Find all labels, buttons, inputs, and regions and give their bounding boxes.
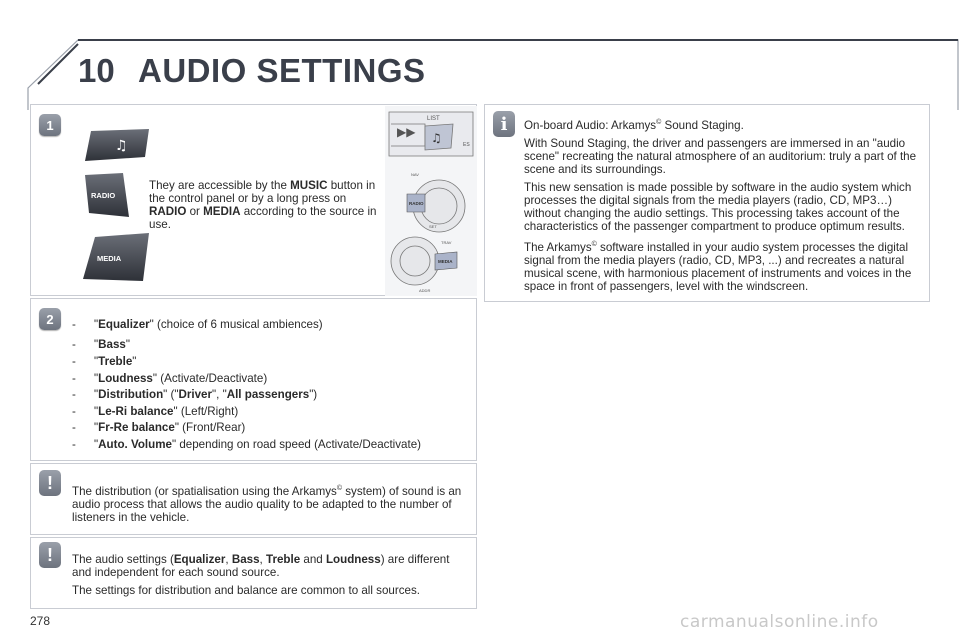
- warning-icon: !: [39, 542, 61, 568]
- step-badge-2: 2: [39, 308, 61, 330]
- info-icon: i: [493, 111, 515, 137]
- media-button-label: MEDIA: [97, 254, 122, 263]
- svg-text:NAV: NAV: [411, 172, 419, 177]
- list-item: - "Distribution" ("Driver", "All passengers"): [72, 388, 318, 401]
- svg-text:ES: ES: [463, 142, 470, 148]
- page-title: AUDIO SETTINGS: [138, 52, 426, 89]
- music-button-icon: [83, 127, 153, 163]
- info-box: [484, 104, 930, 302]
- media-button-icon: [81, 231, 153, 283]
- control-panel-illustration: [385, 106, 477, 296]
- radio-button-icon: [81, 171, 135, 221]
- warning1-text: The distribution (or spatialisation using the Arkamys© system) of sound is an audio process that allows the audio quality to be adapted to the number of listeners in the vehicle.: [72, 484, 462, 524]
- warning2-text: The audio settings (Equalizer, Bass, Treble and Loudness) are different and independent for each sound source. The settings for distribution and balance are common to all sources.: [72, 553, 450, 597]
- svg-text:♫: ♫: [431, 131, 442, 145]
- svg-text:RADIO: RADIO: [409, 201, 424, 206]
- svg-text:SET: SET: [429, 224, 437, 229]
- list-item: - "Equalizer" (choice of 6 musical ambiences): [72, 318, 323, 331]
- svg-text:ADDR: ADDR: [419, 288, 431, 293]
- svg-text:TRAV: TRAV: [441, 240, 452, 245]
- list-item: - "Le-Ri balance" (Left/Right): [72, 405, 239, 418]
- watermark: carmanualsonline.info: [680, 612, 879, 632]
- warning-box-2: [30, 537, 477, 609]
- list-item: - "Treble": [72, 355, 137, 368]
- step1-box: [30, 104, 477, 296]
- music-button-label: ♫: [115, 138, 128, 154]
- list-item: - "Loudness" (Activate/Deactivate): [72, 372, 268, 385]
- list-item: - "Bass": [72, 338, 130, 351]
- step1-text: They are accessible by the MUSIC button in the control panel or by a long press on RADIO or MEDIA according to the source in use.: [149, 179, 377, 231]
- page-number: 278: [30, 614, 51, 628]
- step-badge-1: 1: [39, 114, 61, 136]
- chapter-number: 10: [78, 52, 115, 89]
- warning-box-1: [30, 463, 477, 535]
- svg-text:▶▶: ▶▶: [397, 125, 416, 139]
- list-item: - "Fr-Re balance" (Front/Rear): [72, 421, 246, 434]
- list-item: - "Auto. Volume" depending on road speed (Activate/Deactivate): [72, 438, 422, 451]
- radio-button-label: RADIO: [91, 191, 116, 200]
- svg-text:MEDIA: MEDIA: [438, 259, 453, 264]
- warning-icon: !: [39, 470, 61, 496]
- info-text: On-board Audio: Arkamys© Sound Staging. With Sound Staging, the driver and passengers are immersed in an "audio scene" recreating the natural atmosphere of an auditorium: truly a part of the scene and its surroundings. This new sensation is made possible by software in the audio system which processes the digital signals from the media players (radio, CD, MP3…) without changing the audio settings. This processing takes account of the characteristics of the passenger compartment to produce optimum results. The Arkamys© software installed in your audio system processes the digital signal from the media players (radio, CD, MP3, ...) and recreates a natural musical scene, with harmonious placement of instruments and voices in the space in front of passengers, level with the windscreen.: [524, 118, 917, 293]
- svg-text:LIST: LIST: [427, 116, 440, 122]
